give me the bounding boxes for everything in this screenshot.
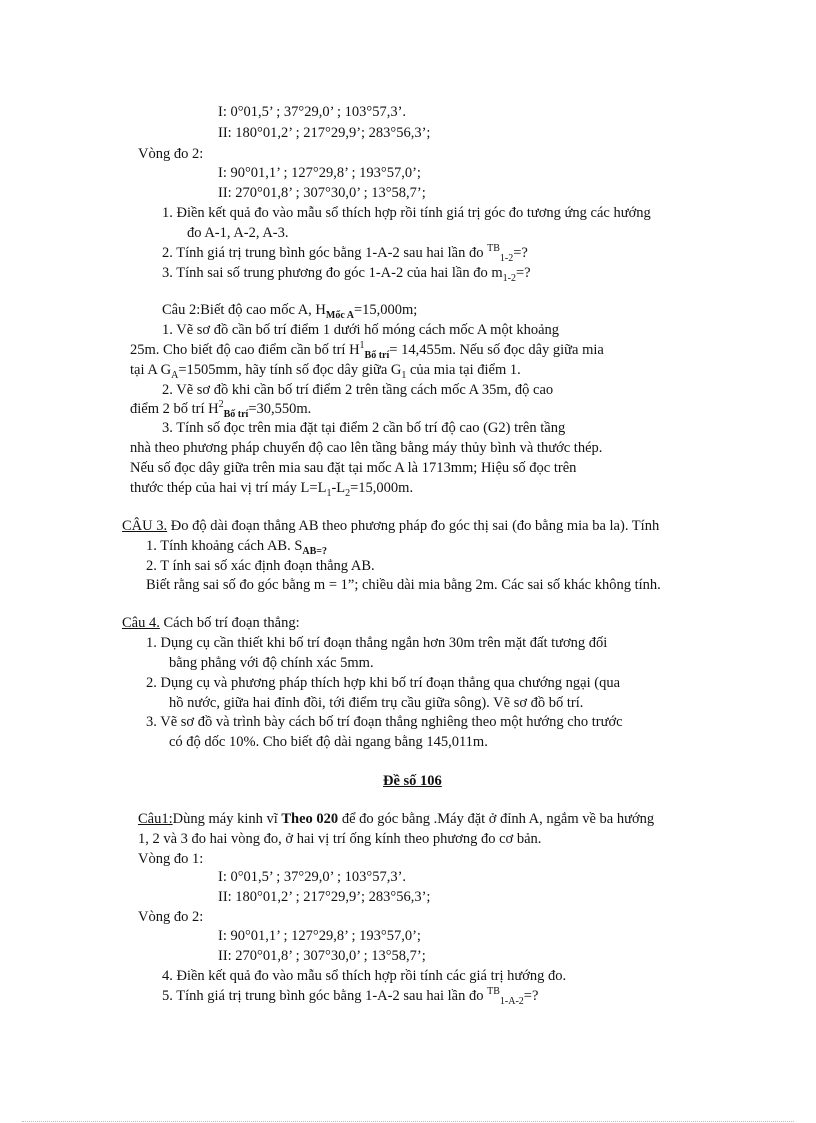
cau-3-text: Đo độ dài đoạn thẳng AB theo phương pháp đo góc thị sai (đo bằng mia ba la). Tính (167, 518, 660, 534)
cau-2-p3-line-3: Nếu số đọc dây giữa trên mia sau đặt tại mốc A là 1713mm; Hiệu số đọc trên (130, 460, 577, 476)
cau-2-intro-sub: Mốc A (325, 309, 354, 321)
de106-cau-1-line-1 (138, 810, 654, 828)
de106-angle-line-1: I: 0°01,5’ ; 37°29,0’ ; 103°57,3’. (218, 869, 407, 885)
cau-2-p1-line-3-sub: A (171, 369, 179, 381)
cau-2-p3-line-4-mid: -L (331, 480, 346, 496)
de106-instrument: Theo 020 (281, 811, 339, 827)
cau-3-item-1-text: 1. Tính khoảng cách AB. S (146, 538, 303, 554)
cau-4-item-2-line-1: 2. Dụng cụ và phương pháp thích hợp khi bố trí đoạn thẳng qua chướng ngại (qua (146, 675, 621, 691)
cau-2-p1-sub: Bố trí (364, 349, 390, 361)
de106-cau-1-title: Câu1: (138, 811, 173, 827)
cau-4-item-1-line-1: 1. Dụng cụ cần thiết khi bố trí đoạn thẳng ngắn hơn 30m trên mặt đất tương đối (146, 635, 608, 651)
de106-question-4: 4. Điền kết quả đo vào mẫu sổ thích hợp rồi tính các giá trị hướng đo. (162, 968, 567, 984)
de106-question-5-text: 5. Tính giá trị trung bình góc bằng 1-A-2 sau hai lần đo (162, 988, 484, 1004)
cau-3-note: Biết rằng sai số đo góc bằng m = 1”; chiều dài mia bằng 2m. Các sai số khác không tính. (146, 577, 661, 593)
cau-2-p1-line-3-mid: =1505mm, hãy tính số đọc dây giữa G (178, 362, 402, 378)
de106-angle-line-3: I: 90°01,1’ ; 127°29,8’ ; 193°57,0’; (218, 928, 421, 944)
angle-line-4: II: 270°01,8’ ; 307°30,0’ ; 13°58,7’; (218, 185, 426, 201)
question-2-text: 2. Tính giá trị trung bình góc bằng 1-A-2 sau hai lần đo (162, 245, 484, 261)
cau-2-p1-line-3-text: tại A G (130, 362, 172, 378)
question-2-end: =? (513, 245, 528, 261)
cau-2-p2-sub: Bố trí (223, 408, 249, 420)
de106-question-5-sub: 1-A-2 (499, 995, 524, 1007)
cau-2-p1-line-2-text: 25m. Cho biết độ cao điểm cần bố trí H (130, 342, 360, 358)
de106-cau-1-text-b: để đo góc bằng .Máy đặt ở đỉnh A, ngắm về ba hướng (338, 811, 655, 827)
cau-4-item-3-line-2: có độ dốc 10%. Cho biết độ dài ngang bằng 145,011m. (169, 734, 488, 750)
cau-2-p3-line-1: 3. Tính số đọc trên mia đặt tại điểm 2 cần bố trí độ cao (G2) trên tầng (162, 420, 566, 436)
cau-2-p2-line-2 (130, 400, 311, 418)
cau-2-p3-sub1: 1 (326, 487, 332, 499)
cau-2-p1-line-2-end: = 14,455m. Nếu số đọc dây giữa mia (389, 342, 604, 358)
cau-2-p3-line-4-end: =15,000m. (350, 480, 414, 496)
question-3-sub: 1-2 (502, 272, 516, 284)
cau-4-title: Câu 4. (122, 615, 160, 631)
de106-question-5 (162, 987, 538, 1005)
question-3 (162, 264, 531, 282)
cau-2-p1-sup: 1 (359, 340, 365, 352)
cau-2-p2-sup: 2 (218, 399, 224, 411)
angle-line-2: II: 180°01,2’ ; 217°29,9’; 283°56,3’; (218, 125, 431, 141)
round-2-label: Vòng đo 2: (138, 146, 204, 162)
question-2 (162, 244, 528, 262)
cau-2-p1-line-3-sub2: 1 (401, 369, 407, 381)
angle-line-1: I: 0°01,5’ ; 37°29,0’ ; 103°57,3’. (218, 104, 407, 120)
de106-question-5-end: =? (523, 988, 539, 1004)
cau-2-p1-line-3 (130, 361, 521, 379)
de106-angle-line-2: II: 180°01,2’ ; 217°29,9’; 283°56,3’; (218, 889, 431, 905)
cau-2-p1-line-1: 1. Vẽ sơ đồ cần bố trí điểm 1 dưới hố móng cách mốc A một khoảng (162, 322, 560, 338)
de106-round-1-label: Vòng đo 1: (138, 851, 204, 867)
exam-heading: Đề số 106 (383, 773, 442, 789)
cau-2-p3-sub2: 2 (345, 487, 351, 499)
cau-2-p1-line-2 (130, 341, 604, 359)
de106-round-2-label: Vòng đo 2: (138, 909, 204, 925)
cau-3-item-1-sub: AB=? (302, 545, 327, 557)
de106-question-5-sup: TB (487, 986, 500, 998)
cau-3-item-1 (146, 537, 327, 555)
cau-3-item-2: 2. T ính sai số xác định đoạn thẳng AB. (146, 558, 375, 574)
cau-2-intro-end: =15,000m; (353, 302, 418, 318)
question-2-sub: 1-2 (499, 252, 514, 264)
cau-2-p3-line-4 (130, 479, 413, 497)
de106-cau-1-text-a: Dùng máy kinh vĩ (172, 811, 282, 827)
cau-4-text: Cách bố trí đoạn thẳng: (159, 615, 300, 631)
cau-3-title: CÂU 3. (122, 518, 168, 534)
question-3-text: 3. Tính sai số trung phương đo góc 1-A-2 của hai lần đo m (162, 265, 503, 281)
cau-2-p2-line-1: 2. Vẽ sơ đồ khi cần bố trí điểm 2 trên tầng cách mốc A 35m, độ cao (162, 382, 554, 398)
page-bottom-divider (22, 1121, 794, 1122)
question-1-line-1: 1. Điền kết quả đo vào mẫu sổ thích hợp rồi tính giá trị góc đo tương ứng các hướng (162, 205, 651, 221)
de106-cau-1-line-2: 1, 2 và 3 đo hai vòng đo, ở hai vị trí ống kính theo phương đo cơ bản. (138, 831, 542, 847)
cau-4-item-3-line-1: 3. Vẽ sơ đồ và trình bày cách bố trí đoạn thẳng nghiêng theo một hướng cho trước (146, 714, 623, 730)
cau-2-p1-line-3-end: của mia tại điểm 1. (406, 362, 521, 378)
cau-2-intro (162, 301, 417, 319)
cau-4-item-1-line-2: bằng phẳng với độ chính xác 5mm. (169, 655, 374, 671)
cau-3-heading-line (122, 517, 659, 535)
angle-line-3: I: 90°01,1’ ; 127°29,8’ ; 193°57,0’; (218, 165, 421, 181)
cau-2-intro-text: Câu 2:Biết độ cao mốc A, H (162, 302, 326, 318)
cau-2-p2-line-2-text: điểm 2 bố trí H (130, 401, 219, 417)
cau-4-item-2-line-2: hồ nước, giữa hai đỉnh đồi, tới điểm trụ cầu giữa sông). Vẽ sơ đồ bố trí. (169, 695, 584, 711)
de106-angle-line-4: II: 270°01,8’ ; 307°30,0’ ; 13°58,7’; (218, 948, 426, 964)
cau-4-heading-line (122, 614, 300, 632)
cau-2-p2-line-2-end: =30,550m. (248, 401, 312, 417)
question-1-line-2: đo A-1, A-2, A-3. (187, 225, 289, 241)
question-3-end: =? (516, 265, 531, 281)
cau-2-p3-line-2: nhà theo phương pháp chuyển độ cao lên tầng bằng máy thủy bình và thước thép. (130, 440, 603, 456)
cau-2-p3-line-4-text: thước thép của hai vị trí máy L=L (130, 480, 327, 496)
question-2-sup: TB (487, 243, 500, 255)
